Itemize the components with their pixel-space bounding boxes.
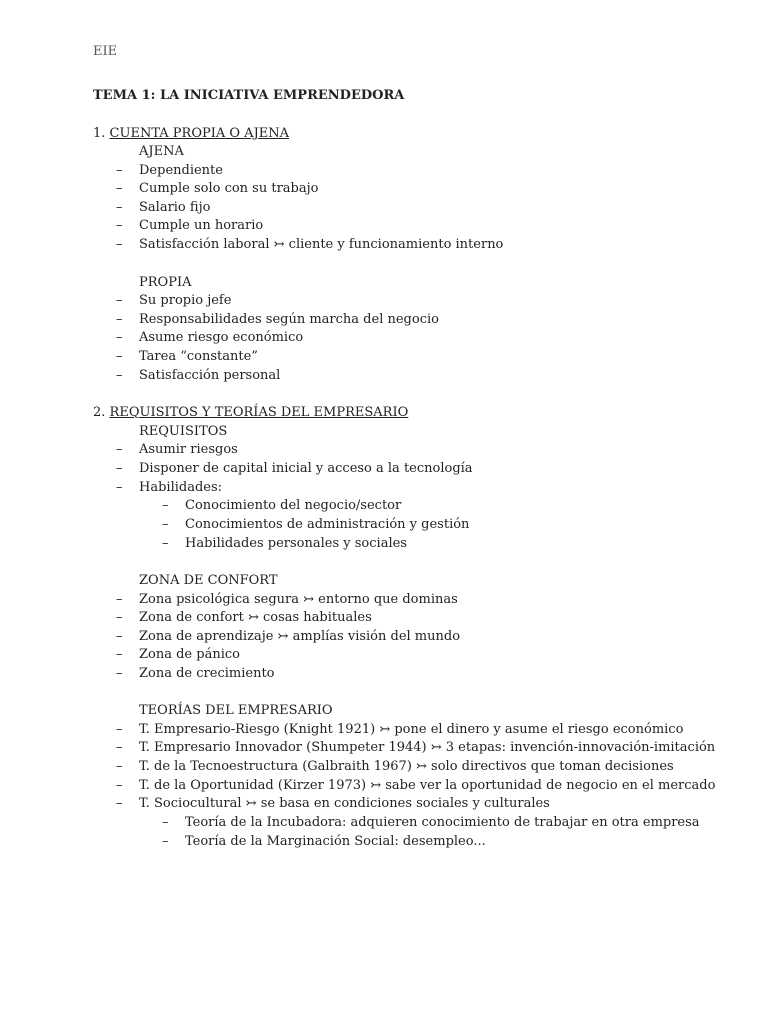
bullet-dash: –	[162, 517, 169, 532]
list-item: Satisfacción laboral ↣ cliente y funcionamiento interno	[139, 237, 504, 252]
bullet-dash: –	[116, 330, 123, 345]
bullet-dash: –	[116, 349, 123, 364]
bullet-dash: –	[162, 815, 169, 830]
list-item: Cumple un horario	[139, 218, 264, 233]
list-item: Su propio jefe	[139, 293, 232, 308]
bullet-dash: –	[116, 610, 123, 625]
list-item: Zona de pánico	[139, 647, 240, 662]
sub-list-item: Teoría de la Marginación Social: desempleo...	[185, 834, 486, 849]
list-item: T. de la Oportunidad (Kirzer 1973) ↣ sabe ver la oportunidad de negocio en el mercado	[139, 778, 716, 793]
list-item: Zona de confort ↣ cosas habituales	[139, 610, 372, 625]
bullet-dash: –	[116, 237, 123, 252]
bullet-dash: –	[116, 647, 123, 662]
subsection-heading: ZONA DE CONFORT	[139, 573, 278, 588]
bullet-dash: –	[116, 163, 123, 178]
bullet-dash: –	[116, 592, 123, 607]
bullet-dash: –	[116, 740, 123, 755]
list-item: Asumir riesgos	[139, 442, 238, 457]
list-item: Habilidades:	[139, 480, 223, 495]
list-item: T. de la Tecnoestructura (Galbraith 1967) ↣ solo directivos que toman decisiones	[139, 759, 674, 774]
subsection-heading: PROPIA	[139, 275, 192, 290]
list-item: Cumple solo con su trabajo	[139, 181, 319, 196]
list-item: Zona de aprendizaje ↣ amplías visión del mundo	[139, 629, 461, 644]
bullet-dash: –	[116, 480, 123, 495]
section-2-heading	[93, 405, 408, 421]
bullet-dash: –	[116, 218, 123, 233]
list-item: T. Empresario Innovador (Shumpeter 1944) ↣ 3 etapas: invención-innovación-imitación	[139, 740, 716, 755]
list-item: Tarea “constante”	[139, 349, 258, 364]
bullet-dash: –	[116, 200, 123, 215]
list-item: Zona psicológica segura ↣ entorno que dominas	[139, 592, 458, 607]
list-item: Salario fijo	[139, 200, 211, 215]
subsection-heading: TEORÍAS DEL EMPRESARIO	[139, 703, 333, 718]
list-item: Disponer de capital inicial y acceso a la tecnología	[139, 461, 473, 476]
section-title: CUENTA PROPIA O AJENA	[109, 126, 290, 141]
bullet-dash: –	[116, 759, 123, 774]
bullet-dash: –	[116, 629, 123, 644]
list-item: Satisfacción personal	[139, 368, 281, 383]
list-item: Zona de crecimiento	[139, 666, 275, 681]
bullet-dash: –	[116, 312, 123, 327]
bullet-dash: –	[116, 666, 123, 681]
bullet-dash: –	[162, 498, 169, 513]
list-item: Asume riesgo económico	[139, 330, 304, 345]
subsection-heading: AJENA	[139, 144, 184, 159]
bullet-dash: –	[116, 778, 123, 793]
bullet-dash: –	[116, 181, 123, 196]
bullet-dash: –	[162, 834, 169, 849]
page-title: TEMA 1: LA INICIATIVA EMPRENDEDORA	[93, 88, 405, 103]
section-number: 2.	[93, 405, 106, 420]
section-title: REQUISITOS Y TEORÍAS DEL EMPRESARIO	[109, 405, 409, 420]
section-1-heading	[93, 126, 289, 142]
section-number: 1.	[93, 126, 106, 141]
list-item: T. Sociocultural ↣ se basa en condiciones sociales y culturales	[139, 796, 550, 811]
sub-list-item: Conocimientos de administración y gestión	[185, 517, 470, 532]
list-item: Dependiente	[139, 163, 223, 178]
bullet-dash: –	[116, 293, 123, 308]
sub-list-item: Habilidades personales y sociales	[185, 536, 407, 551]
document-header: EIE	[93, 44, 118, 59]
list-item: Responsabilidades según marcha del negocio	[139, 312, 439, 327]
sub-list-item: Teoría de la Incubadora: adquieren conocimiento de trabajar en otra empresa	[185, 815, 700, 830]
bullet-dash: –	[116, 722, 123, 737]
bullet-dash: –	[116, 368, 123, 383]
sub-list-item: Conocimiento del negocio/sector	[185, 498, 402, 513]
subsection-heading: REQUISITOS	[139, 424, 228, 439]
bullet-dash: –	[162, 536, 169, 551]
bullet-dash: –	[116, 461, 123, 476]
list-item: T. Empresario-Riesgo (Knight 1921) ↣ pone el dinero y asume el riesgo económico	[139, 722, 684, 737]
bullet-dash: –	[116, 796, 123, 811]
bullet-dash: –	[116, 442, 123, 457]
